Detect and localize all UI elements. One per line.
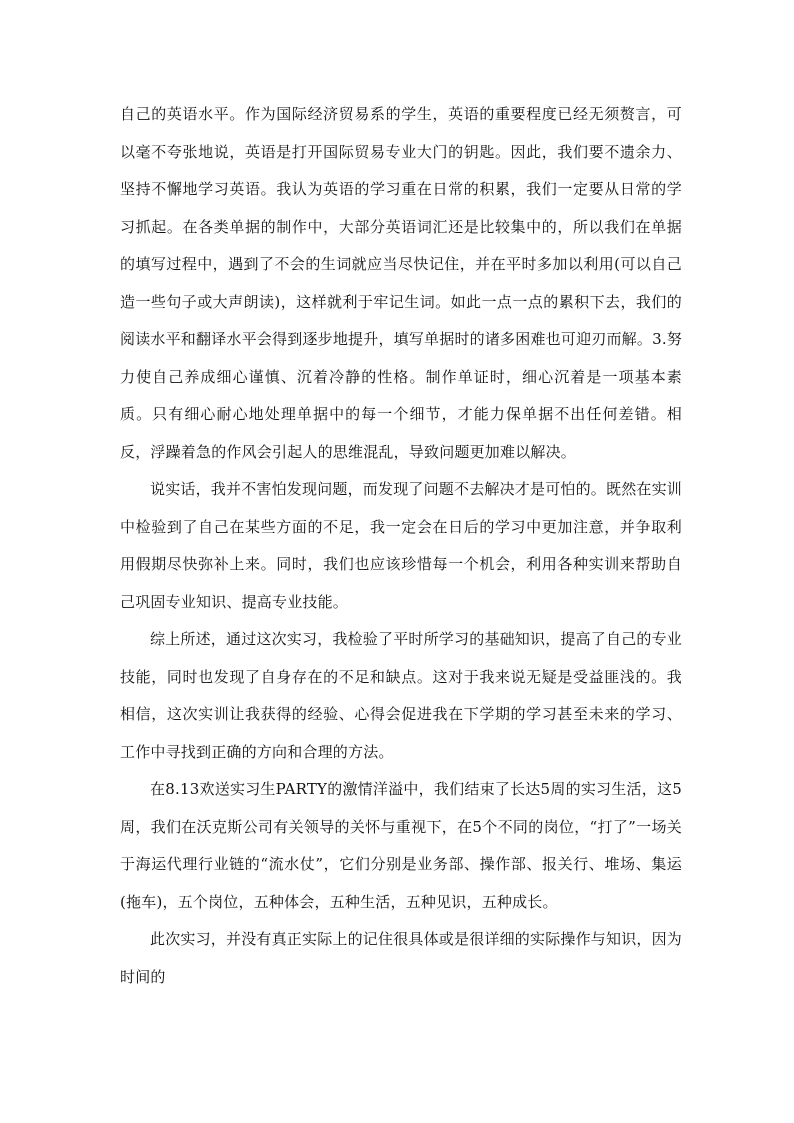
paragraph-4: 在8.13欢送实习生PARTY的激情洋溢中，我们结束了长达5周的实习生活，这5周，我们在沃克斯公司有关领导的关怀与重视下，在5个不同的岗位，“打了”一场关于海运代理行业链的“流水仗”，它们分别是业务部、操作部、报关行、堆场、集运(拖车)，五个岗位，五种体会，五种生活，五种见识，五种成长。 — [120, 780, 682, 911]
paragraph-1: 自己的英语水平。作为国际经济贸易系的学生，英语的重要程度已经无须赘言，可以毫不夸张地说，英语是打开国际贸易专业大门的钥匙。因此，我们要不遗余力、坚持不懈地学习英语。我认为英语的学习重在日常的积累，我们一定要从日常的学习抓起。在各类单据的制作中，大部分英语词汇还是比较集中的，所以我们在单据的填写过程中，遇到了不会的生词就应当尽快记住，并在平时多加以利用(可以自己造一些句子或大声朗读)，这样就利于牢记生词。如此一点一点的累积下去，我们的阅读水平和翻译水平会得到逐步地提升，填写单据时的诸多困难也可迎刃而解。3.努力使自己养成细心谨慎、沉着冷静的性格。制作单证时，细心沉着是一项基本素质。只有细心耐心地处理单据中的每一个细节，才能力保单据不出任何差错。相反，浮躁着急的作风会引起人的思维混乱，导致问题更加难以解决。 — [120, 105, 682, 461]
paragraph-5: 此次实习，并没有真正实际上的记住很具体或是很详细的实际操作与知识，因为时间的 — [120, 930, 683, 986]
paragraph-2: 说实话，我并不害怕发现问题，而发现了问题不去解决才是可怕的。既然在实训中检验到了自己在某些方面的不足，我一定会在日后的学习中更加注意，并争取利用假期尽快弥补上来。同时，我们也应该珍惜每一个机会，利用各种实训来帮助自己巩固专业知识、提高专业技能。 — [120, 480, 683, 611]
document-page — [120, 96, 682, 996]
paragraph-3: 综上所述，通过这次实习，我检验了平时所学习的基础知识，提高了自己的专业技能，同时也发现了自身存在的不足和缺点。这对于我来说无疑是受益匪浅的。我相信，这次实训让我获得的经验、心得会促进我在下学期的学习甚至未来的学习、工作中寻找到正确的方向和合理的方法。 — [120, 630, 683, 761]
